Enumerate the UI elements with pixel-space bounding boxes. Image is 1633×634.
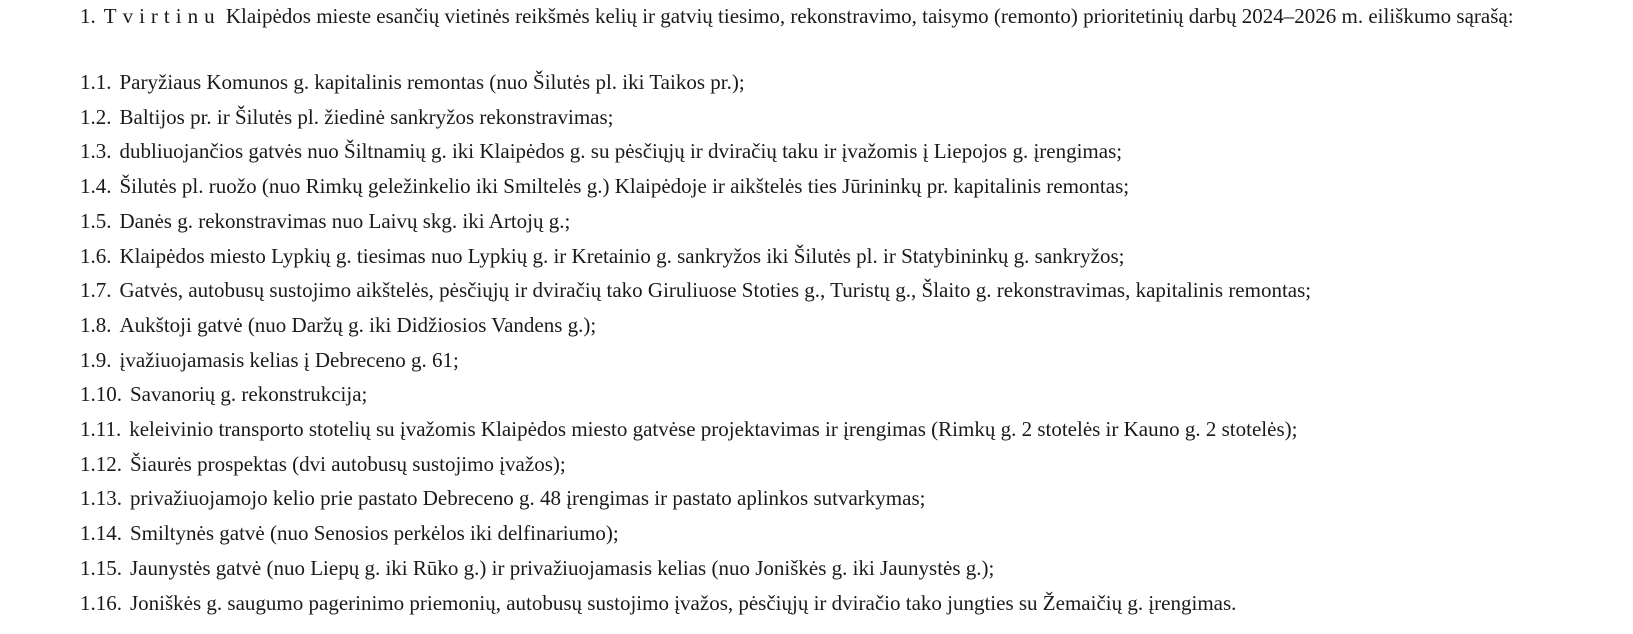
list-item bbox=[80, 516, 1620, 551]
paragraph-text: Klaipėdos mieste esančių vietinės reikšmės kelių ir gatvių tiesimo, rekonstravimo, taisymo (remonto) prioritetinių darbų 2024–2026 m. eiliškumo sąrašą: bbox=[225, 4, 1514, 28]
list-item bbox=[80, 343, 1620, 378]
item-number: 1.11. bbox=[80, 417, 122, 442]
list-item bbox=[80, 412, 1620, 447]
item-number: 1.6. bbox=[80, 243, 112, 268]
list-item bbox=[80, 308, 1620, 343]
item-text: Jaunystės gatvė (nuo Liepų g. iki Rūko g.) ir privažiuojamasis kelias (nuo Joniškės g. iki Jaunystės g.); bbox=[130, 555, 995, 580]
item-text: Gatvės, autobusų sustojimo aikštelės, pėsčiųjų ir dviračių tako Giruliuose Stoties g., Turistų g., Šlaito g. rekonstravimas, kapitalinis remontas; bbox=[119, 278, 1312, 303]
item-number: 1.15. bbox=[80, 555, 122, 580]
item-text: Danės g. rekonstravimas nuo Laivų skg. iki Artojų g.; bbox=[119, 208, 571, 233]
lead-paragraph bbox=[6, 0, 1626, 33]
list-item bbox=[80, 169, 1620, 204]
item-text: Baltijos pr. ir Šilutės pl. žiedinė sankryžos rekonstravimas; bbox=[119, 104, 614, 129]
list-item bbox=[80, 65, 1620, 100]
item-text: Smiltynės gatvė (nuo Senosios perkėlos iki delfinariumo); bbox=[130, 521, 619, 546]
item-text: Šilutės pl. ruožo (nuo Rimkų geležinkelio iki Smiltelės g.) Klaipėdoje ir aikštelės ties Jūrininkų pr. kapitalinis remontas; bbox=[119, 174, 1130, 199]
item-text: Šiaurės prospektas (dvi autobusų sustojimo įvažos); bbox=[130, 451, 566, 476]
item-text: Joniškės g. saugumo pagerinimo priemonių, autobusų sustojimo įvažos, pėsčiųjų ir dviračio tako jungties su Žemaičių g. įrengimas. bbox=[130, 590, 1237, 615]
list-item bbox=[80, 586, 1620, 621]
paragraph-verb: Tvirtinu bbox=[103, 4, 221, 28]
item-text: Aukštoji gatvė (nuo Daržų g. iki Didžiosios Vandens g.); bbox=[119, 312, 597, 337]
item-text: Savanorių g. rekonstrukcija; bbox=[130, 382, 368, 407]
item-text: keleivinio transporto stotelių su įvažomis Klaipėdos miesto gatvėse projektavimas ir įrengimas (Rimkų g. 2 stotelės ir Kauno g. 2 stotelės); bbox=[129, 417, 1298, 442]
list-item bbox=[80, 204, 1620, 239]
item-number: 1.16. bbox=[80, 590, 122, 615]
item-text: įvažiuojamasis kelias į Debreceno g. 61; bbox=[119, 347, 459, 372]
list-item bbox=[80, 377, 1620, 412]
item-number: 1.8. bbox=[80, 312, 112, 337]
item-number: 1.4. bbox=[80, 174, 112, 199]
item-number: 1.3. bbox=[80, 139, 112, 164]
item-number: 1.10. bbox=[80, 382, 122, 407]
list-item bbox=[80, 447, 1620, 482]
item-number: 1.7. bbox=[80, 278, 112, 303]
item-number: 1.12. bbox=[80, 451, 122, 476]
item-number: 1.13. bbox=[80, 486, 122, 511]
priority-works-list bbox=[80, 65, 1620, 620]
item-text: Paryžiaus Komunos g. kapitalinis remontas (nuo Šilutės pl. iki Taikos pr.); bbox=[119, 70, 745, 94]
item-text: Klaipėdos miesto Lypkių g. tiesimas nuo Lypkių g. ir Kretainio g. sankryžos iki Šilutės pl. ir Statybininkų g. sankryžos; bbox=[119, 243, 1125, 268]
item-text: privažiuojamojo kelio prie pastato Debreceno g. 48 įrengimas ir pastato aplinkos sutvarkymas; bbox=[130, 486, 926, 511]
item-number: 1.5. bbox=[80, 208, 112, 233]
item-number: 1.2. bbox=[80, 104, 112, 129]
item-number: 1.1. bbox=[80, 70, 112, 94]
list-item bbox=[80, 239, 1620, 274]
item-text: dubliuojančios gatvės nuo Šiltnamių g. iki Klaipėdos g. su pėsčiųjų ir dviračių taku ir įvažomis į Liepojos g. įrengimas; bbox=[119, 139, 1123, 164]
list-item bbox=[80, 273, 1620, 308]
list-item bbox=[80, 481, 1620, 516]
item-number: 1.14. bbox=[80, 521, 122, 546]
item-number: 1.9. bbox=[80, 347, 112, 372]
list-item bbox=[80, 134, 1620, 169]
list-item bbox=[80, 100, 1620, 135]
paragraph-number: 1. bbox=[80, 4, 96, 28]
list-item bbox=[80, 551, 1620, 586]
